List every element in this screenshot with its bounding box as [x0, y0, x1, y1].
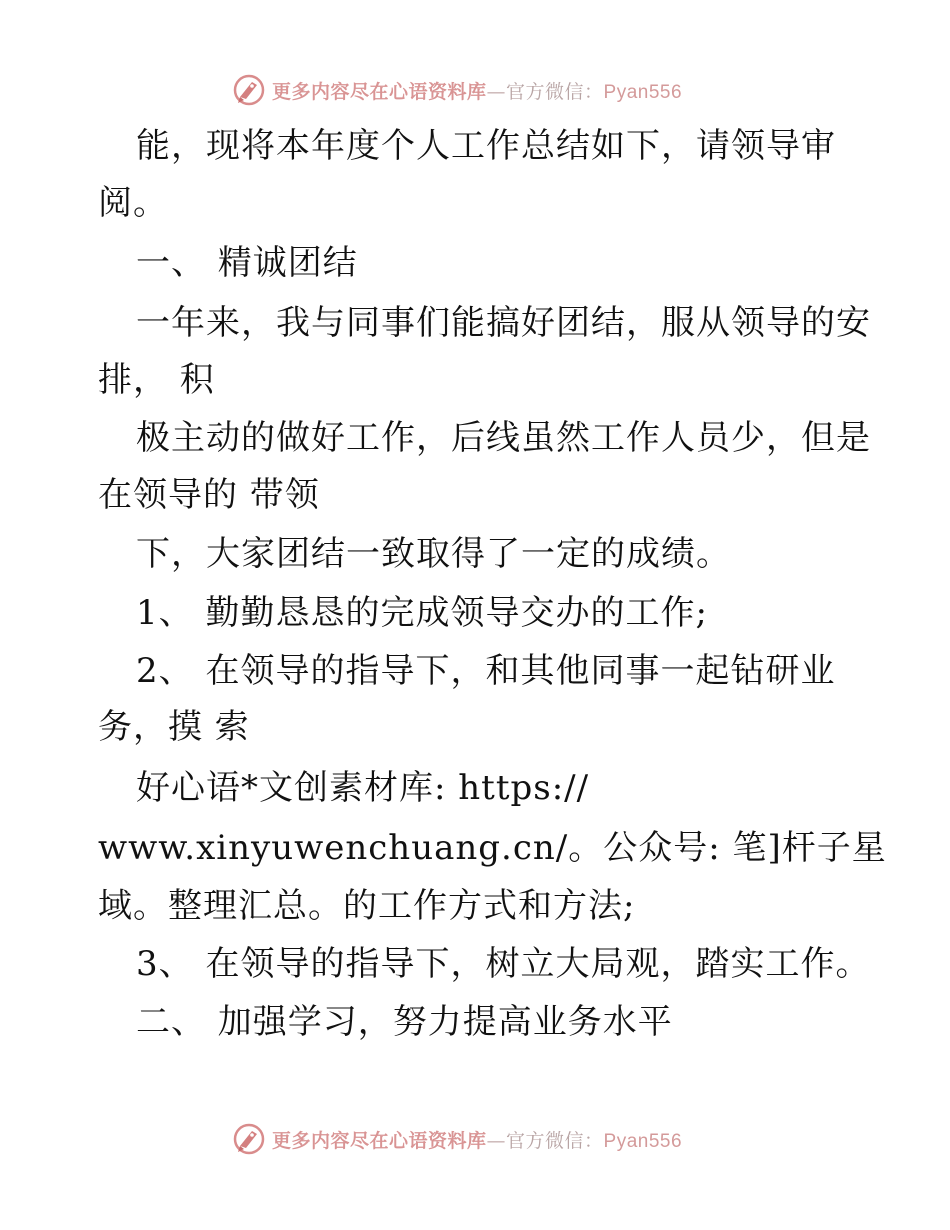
list-item: 2、 在领导的指导下，和其他同事一起钻研业	[136, 651, 836, 691]
pen-nib-logo-icon	[232, 1122, 266, 1156]
body-line: www.xinyuwenchuang.cn/。公众号: 笔]杆子星	[98, 828, 887, 868]
watermark-wechat-id: Pyan556	[603, 1130, 683, 1152]
watermark-site-text: 更多内容尽在心语资料库	[272, 80, 487, 103]
body-line: 务，摸 索	[98, 707, 250, 747]
body-line: 排， 积	[98, 360, 215, 400]
body-line: 一年来，我与同事们能搞好团结，服从领导的安	[136, 303, 871, 343]
watermark-dash: —	[486, 1129, 507, 1152]
body-line: 极主动的做好工作，后线虽然工作人员少，但是	[136, 418, 871, 458]
watermark-dash: —	[486, 80, 507, 103]
footer-watermark	[232, 1121, 752, 1157]
list-item: 3、 在领导的指导下，树立大局观，踏实工作。	[136, 944, 871, 984]
body-line: 在领导的 带领	[98, 475, 320, 515]
watermark-site-text: 更多内容尽在心语资料库	[272, 1129, 487, 1152]
section-heading: 一、 精诚团结	[136, 243, 358, 283]
watermark-wechat-id: Pyan556	[603, 81, 683, 103]
body-line: 好心语*文创素材库: https://	[136, 768, 590, 808]
list-item: 1、 勤勤恳恳的完成领导交办的工作;	[136, 593, 708, 633]
body-line: 阅。	[98, 183, 168, 223]
body-line: 下，大家团结一致取得了一定的成绩。	[136, 534, 731, 574]
section-heading: 二、 加强学习，努力提高业务水平	[136, 1002, 673, 1042]
header-watermark	[232, 72, 752, 108]
body-line: 能，现将本年度个人工作总结如下，请领导审	[136, 126, 836, 166]
pen-nib-logo-icon	[232, 73, 266, 107]
body-line: 域。整理汇总。的工作方式和方法;	[98, 886, 636, 926]
watermark-wechat-label: 官方微信：	[506, 1129, 604, 1152]
watermark-wechat-label: 官方微信：	[506, 80, 604, 103]
